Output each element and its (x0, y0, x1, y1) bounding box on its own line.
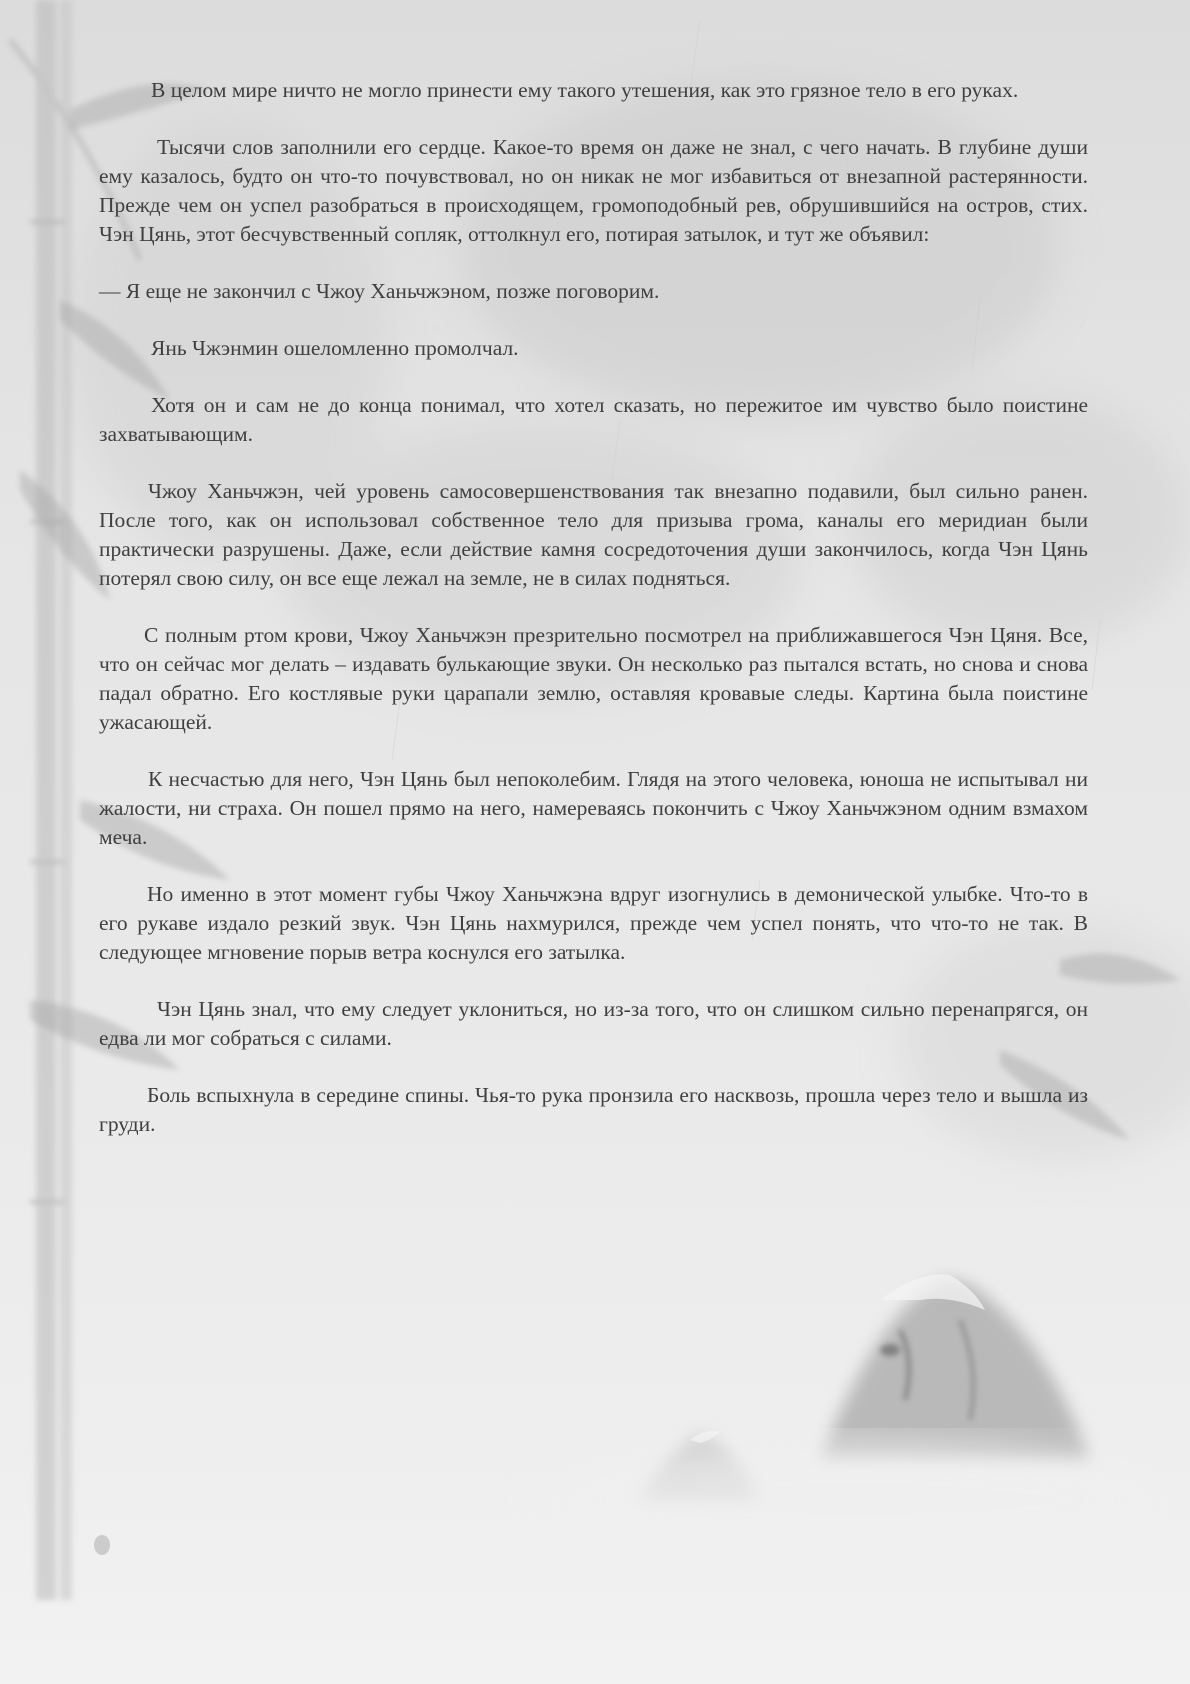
paragraph-6: Чжоу Ханьчжэн, чей уровень самосовершенствования так внезапно подавили, был сильно ранен. После того, как он использовал собственное тело для призыва грома, каналы его меридиан были практически разрушены. Даже, если действие камня сосредоточения души закончилось, когда Чэн Цянь потерял свою силу, он все еще лежал на земле, не в силах подняться. (99, 479, 1088, 590)
paragraph-11: Боль вспыхнула в середине спины. Чья-то рука пронзила его насквозь, прошла через тело и вышла из груди. (99, 1083, 1088, 1136)
paragraph-8: К несчастью для него, Чэн Цянь был непоколебим. Глядя на этого человека, юноша не испытывал ни жалости, ни страха. Он пошел прямо на него, намереваясь покончить с Чжоу Ханьчжэном одним взмахом меча. (99, 767, 1088, 849)
mountain-peaks (540, 1274, 1180, 1560)
paragraph-1: В целом мире ничто не могло принести ему такого утешения, как это грязное тело в его руках. (151, 78, 1019, 102)
paragraph-9: Но именно в этот момент губы Чжоу Ханьчжэна вдруг изогнулись в демонической улыбке. Что-то в его рукаве издало резкий звук. Чэн Цянь нахмурился, прежде чем успел понять, что что-то не так. В следующее мгновение порыв ветра коснулся его затылка. (99, 882, 1088, 964)
paragraph-7: С полным ртом крови, Чжоу Ханьчжэн презрительно посмотрел на приближавшегося Чэн Цяня. Все, что он сейчас мог делать – издавать булькающие звуки. Он несколько раз пытался встать, но снова и снова падал обратно. Его костлявые руки царапали землю, оставляя кровавые следы. Картина была поистине ужасающей. (99, 623, 1088, 734)
paragraph-2: Тысячи слов заполнили его сердце. Какое-то время он даже не знал, с чего начать. В глубине души ему казалось, будто он что-то почувствовал, но он никак не мог избавиться от внезапной растерянности. Прежде чем он успел разобраться в происходящем, громоподобный рев, обрушившийся на остров, стих. Чэн Цянь, этот бесчувственный сопляк, оттолкнул его, потирая затылок, и тут же объявил: (99, 135, 1088, 246)
paragraph-10: Чэн Цянь знал, что ему следует уклониться, но из-за того, что он слишком сильно перенапрягся, он едва ли мог собраться с силами. (99, 997, 1088, 1050)
paragraph-5: Хотя он и сам не до конца понимал, что хотел сказать, но пережитое им чувство было поистине захватывающим. (99, 393, 1088, 446)
ink-dot (94, 1535, 110, 1555)
paragraph-4: Янь Чжэнмин ошеломленно промолчал. (151, 336, 519, 360)
paragraph-3: — Я еще не закончил с Чжоу Ханьчжэном, позже поговорим. (99, 279, 660, 303)
page-text (99, 76, 1088, 1167)
